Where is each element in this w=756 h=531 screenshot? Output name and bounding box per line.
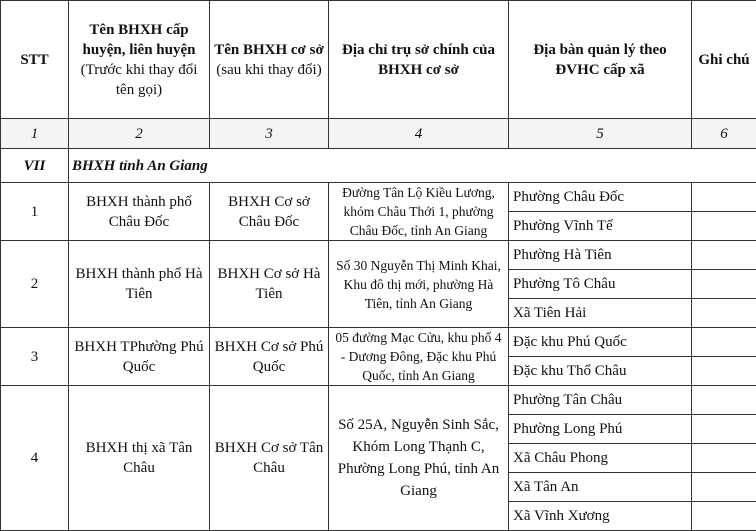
note-cell	[692, 386, 756, 415]
ward-cell: Đặc khu Thổ Châu	[509, 357, 692, 386]
ward-cell: Phường Châu Đốc	[509, 183, 692, 212]
row-stt: 2	[1, 241, 69, 328]
row-address: Số 30 Nguyễn Thị Minh Khai, Khu đô thị mới, phường Hà Tiên, tỉnh An Giang	[329, 241, 509, 328]
header-stt: STT	[1, 1, 69, 119]
header-old-name	[69, 1, 210, 119]
header-address: Địa chỉ trụ sở chính của BHXH cơ sở	[329, 1, 509, 119]
note-cell	[692, 241, 756, 270]
ward-cell: Phường Tân Châu	[509, 386, 692, 415]
header-new-name-title: Tên BHXH cơ sở	[214, 42, 324, 58]
column-number: 4	[329, 119, 509, 149]
column-number: 1	[1, 119, 69, 149]
table-row	[1, 386, 756, 415]
note-cell	[692, 328, 756, 357]
ward-cell: Phường Vĩnh Tế	[509, 212, 692, 241]
header-old-name-title: Tên BHXH cấp huyện, liên huyện	[83, 22, 196, 58]
note-cell	[692, 270, 756, 299]
row-address: 05 đường Mạc Cửu, khu phố 4 - Dương Đông, Đặc khu Phú Quốc, tỉnh An Giang	[329, 328, 509, 386]
table-row	[1, 241, 756, 270]
ward-cell: Phường Hà Tiên	[509, 241, 692, 270]
row-stt: 4	[1, 386, 69, 531]
ward-cell: Xã Châu Phong	[509, 444, 692, 473]
section-number: VII	[1, 149, 69, 183]
note-cell	[692, 444, 756, 473]
ward-cell: Đặc khu Phú Quốc	[509, 328, 692, 357]
ward-cell: Phường Long Phú	[509, 415, 692, 444]
row-address: Đường Tân Lộ Kiều Lương, khóm Châu Thới 1, phường Châu Đốc, tỉnh An Giang	[329, 183, 509, 241]
row-old-name: BHXH thành phố Châu Đốc	[69, 183, 210, 241]
header-area: Địa bàn quản lý theo ĐVHC cấp xã	[509, 1, 692, 119]
ward-cell: Xã Vĩnh Xương	[509, 502, 692, 531]
row-new-name: BHXH Cơ sở Tân Châu	[210, 386, 329, 531]
ward-cell: Phường Tô Châu	[509, 270, 692, 299]
header-row	[1, 1, 756, 119]
note-cell	[692, 415, 756, 444]
note-cell	[692, 357, 756, 386]
row-stt: 1	[1, 183, 69, 241]
note-cell	[692, 502, 756, 531]
row-stt: 3	[1, 328, 69, 386]
row-address: Số 25A, Nguyễn Sinh Sắc, Khóm Long Thạnh C, Phường Long Phú, tỉnh An Giang	[329, 386, 509, 531]
row-new-name: BHXH Cơ sở Phú Quốc	[210, 328, 329, 386]
ward-cell: Xã Tân An	[509, 473, 692, 502]
header-new-name-sub: (sau khi thay đổi)	[213, 60, 325, 80]
note-cell	[692, 183, 756, 212]
ward-cell: Xã Tiên Hải	[509, 299, 692, 328]
header-note: Ghi chú	[692, 1, 756, 119]
note-cell	[692, 212, 756, 241]
column-number: 3	[210, 119, 329, 149]
column-number: 2	[69, 119, 210, 149]
table-row	[1, 183, 756, 212]
section-row	[1, 149, 756, 183]
note-cell	[692, 473, 756, 502]
row-old-name: BHXH thị xã Tân Châu	[69, 386, 210, 531]
section-title: BHXH tỉnh An Giang	[69, 149, 756, 183]
row-old-name: BHXH TPhường Phú Quốc	[69, 328, 210, 386]
column-number: 6	[692, 119, 756, 149]
note-cell	[692, 299, 756, 328]
row-old-name: BHXH thành phố Hà Tiên	[69, 241, 210, 328]
table-row	[1, 328, 756, 357]
row-new-name: BHXH Cơ sở Châu Đốc	[210, 183, 329, 241]
column-number: 5	[509, 119, 692, 149]
header-old-name-sub: (Trước khi thay đổi tên gọi)	[72, 60, 206, 100]
column-number-row	[1, 119, 756, 149]
row-new-name: BHXH Cơ sở Hà Tiên	[210, 241, 329, 328]
header-new-name	[210, 1, 329, 119]
